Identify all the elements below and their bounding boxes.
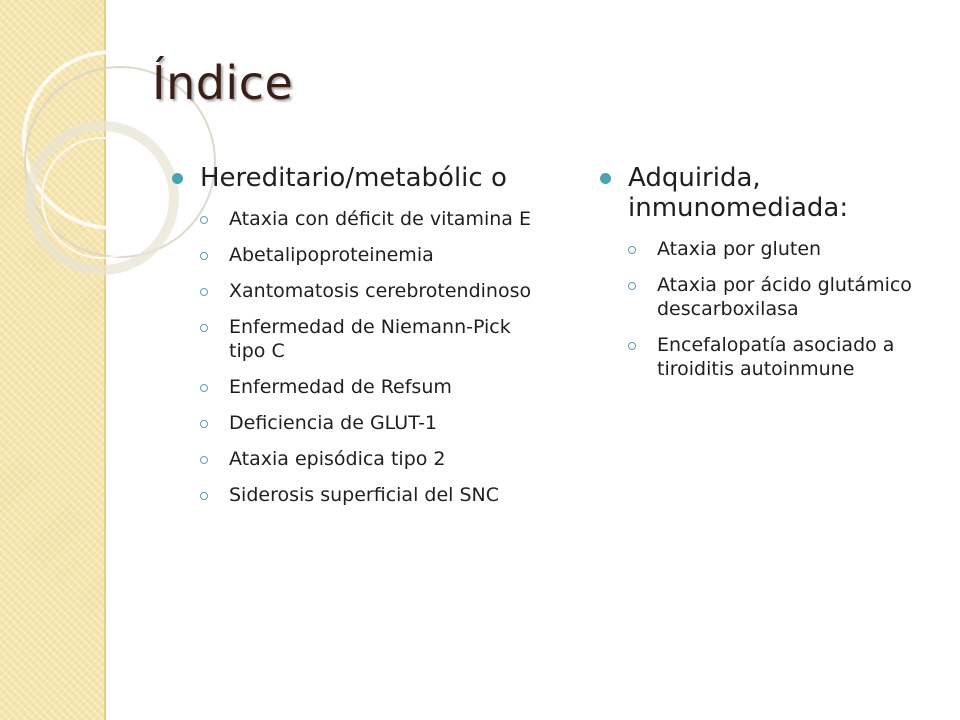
list-item	[628, 333, 940, 381]
list-item-text: Siderosis superficial del SNC	[229, 484, 499, 506]
list-item	[200, 207, 532, 231]
sub-list	[600, 237, 940, 381]
ring-bullet-icon	[200, 384, 208, 392]
list-item-text: Abetalipoproteinemia	[229, 244, 434, 266]
slide-title: Índice	[152, 56, 294, 110]
list-item-text: Enfermedad de Refsum	[229, 376, 452, 398]
list-item	[200, 447, 532, 471]
list-item	[628, 273, 940, 321]
bullet-dot-icon	[172, 173, 183, 184]
ring-bullet-icon	[200, 216, 208, 224]
ring-bullet-icon	[628, 342, 636, 350]
bullet-dot-icon	[600, 173, 611, 184]
ring-bullet-icon	[200, 492, 208, 500]
list-item-text: Ataxia con déficit de vitamina E	[229, 208, 531, 230]
column-heading	[172, 163, 532, 193]
list-item-text: Ataxia por ácido glutámico descarboxilasa	[657, 274, 912, 320]
column-heading-text: Hereditario/metabólic o	[200, 163, 507, 193]
ring-bullet-icon	[628, 246, 636, 254]
list-item	[200, 243, 532, 267]
list-item-text: Deficiencia de GLUT-1	[229, 412, 438, 434]
list-item	[628, 237, 940, 261]
list-item-text: Ataxia por gluten	[657, 238, 822, 260]
right-column	[600, 163, 940, 393]
list-item	[200, 483, 532, 507]
ring-bullet-icon	[628, 282, 636, 290]
ring-bullet-icon	[200, 324, 208, 332]
list-item	[200, 315, 532, 363]
list-item	[200, 375, 532, 399]
sub-list	[172, 207, 532, 507]
ring-bullet-icon	[200, 252, 208, 260]
list-item	[200, 279, 532, 303]
list-item-text: Xantomatosis cerebrotendinoso	[229, 280, 532, 302]
list-item-text: Enfermedad de Niemann-Pick tipo C	[229, 316, 511, 362]
ring-bullet-icon	[200, 420, 208, 428]
column-heading	[600, 163, 940, 223]
left-column	[172, 163, 532, 519]
list-item-text: Encefalopatía asociado a tiroiditis autoinmune	[657, 334, 895, 380]
column-heading-text: Adquirida, inmunomediada:	[628, 163, 849, 223]
ring-bullet-icon	[200, 456, 208, 464]
ring-bullet-icon	[200, 288, 208, 296]
list-item	[200, 411, 532, 435]
list-item-text: Ataxia episódica tipo 2	[229, 448, 446, 470]
